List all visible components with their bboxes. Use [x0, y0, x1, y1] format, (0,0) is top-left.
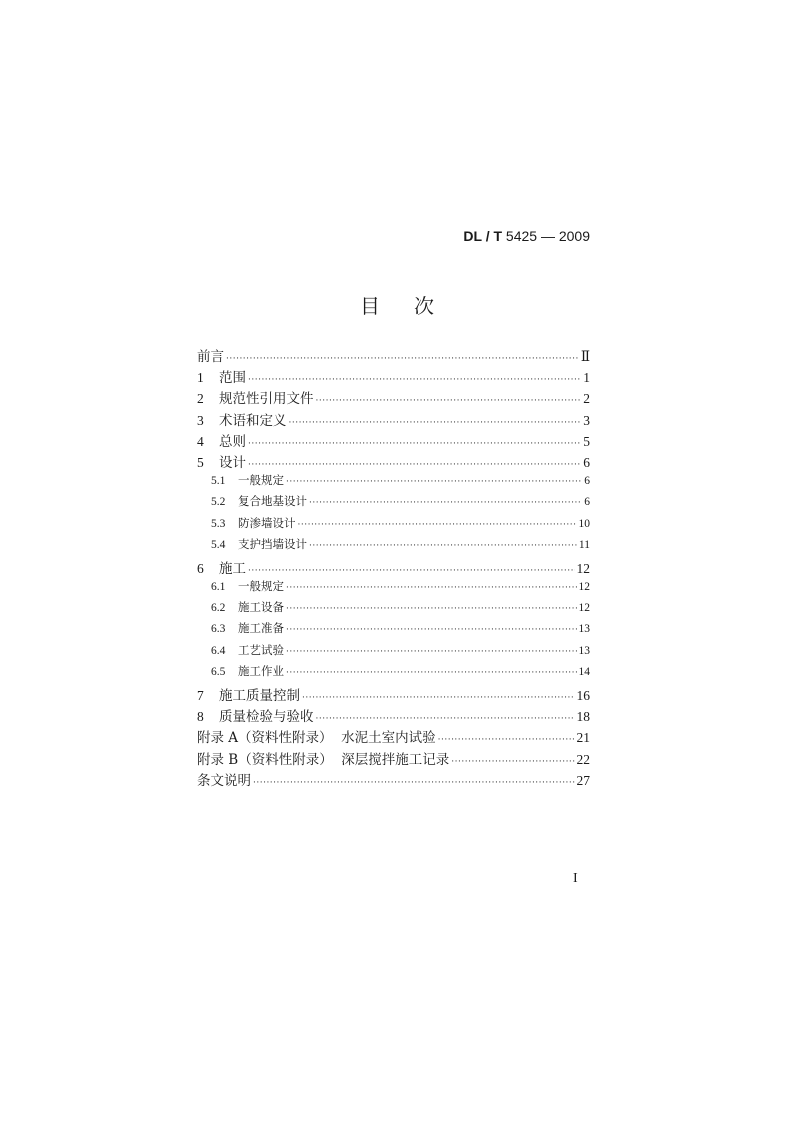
toc-entry-label: 总则	[219, 433, 246, 450]
toc-entry-number: 2	[197, 391, 204, 407]
toc-entry-page: 13	[578, 644, 590, 657]
toc-leader-dots	[248, 439, 581, 449]
toc-leader-dots	[248, 566, 575, 576]
toc-entry[interactable]	[197, 599, 590, 620]
toc-entry-page: 6	[584, 496, 590, 509]
toc-entry-label: 前言	[197, 349, 224, 365]
toc-leader-dots	[248, 460, 581, 470]
standard-number	[463, 228, 590, 244]
toc-entry[interactable]	[197, 620, 590, 641]
toc-entry[interactable]	[197, 493, 590, 514]
toc-entry[interactable]	[197, 642, 590, 663]
toc-entry-page: 10	[578, 517, 590, 530]
toc-entry-label: 附录 A（资料性附录） 水泥土室内试验	[197, 730, 436, 747]
toc-entry[interactable]	[197, 726, 590, 747]
toc-leader-dots	[226, 354, 579, 364]
toc-leader-dots	[286, 604, 577, 614]
toc-entry-page: 22	[576, 751, 590, 767]
toc-entry-label: 施工设备	[238, 600, 284, 615]
toc-entry-label: 防渗墙设计	[238, 515, 296, 530]
toc-leader-dots	[248, 375, 581, 385]
toc-entry[interactable]	[197, 769, 590, 790]
toc-entry-label: 一般规定	[238, 579, 284, 594]
toc-entry[interactable]	[197, 451, 590, 472]
toc-entry-label: 施工	[219, 560, 246, 577]
toc-entry-label: 范围	[219, 370, 246, 387]
toc-leader-dots	[302, 693, 575, 703]
toc-entry-page: 12	[578, 602, 590, 615]
standard-code: DL / T	[463, 228, 503, 244]
toc-entry-label: 质量检验与验收	[219, 709, 314, 726]
toc-entry-page: 13	[578, 623, 590, 636]
toc-entry[interactable]	[197, 430, 590, 451]
toc-leader-dots	[316, 396, 582, 406]
toc-entry[interactable]	[197, 409, 590, 430]
toc-entry-page: 1	[583, 370, 590, 386]
toc-entry-number: 5.1	[211, 475, 226, 488]
toc-entry[interactable]	[197, 684, 590, 705]
toc-entry-page: 27	[576, 772, 590, 788]
toc-entry-number: 1	[197, 370, 204, 386]
toc-leader-dots	[298, 520, 577, 530]
toc-entry-number: 3	[197, 412, 204, 428]
toc-entry-number: 5.3	[211, 517, 226, 530]
toc-entry[interactable]	[197, 663, 590, 684]
toc-leader-dots	[438, 735, 575, 745]
toc-leader-dots	[309, 498, 582, 508]
toc-entry[interactable]	[197, 472, 590, 493]
toc-entry-page: 3	[583, 412, 590, 428]
toc-entry-label: 设计	[219, 454, 246, 471]
toc-entry[interactable]	[197, 705, 590, 726]
toc-entry-page: 5	[583, 433, 590, 449]
toc-leader-dots	[286, 477, 582, 487]
toc-entry-number: 6.1	[211, 581, 226, 594]
toc-leader-dots	[316, 714, 575, 724]
toc-entry-label: 施工作业	[238, 663, 284, 678]
toc-leader-dots	[289, 418, 582, 428]
toc-entry-label: 施工准备	[238, 621, 284, 636]
toc-entry-label: 复合地基设计	[238, 494, 307, 509]
toc-leader-dots	[286, 668, 577, 678]
toc-entry-page: 2	[583, 391, 590, 407]
toc-entry[interactable]	[197, 748, 590, 769]
toc-entry[interactable]	[197, 387, 590, 408]
toc-leader-dots	[451, 757, 574, 767]
standard-year: 5425 — 2009	[505, 228, 590, 244]
toc-entry-number: 4	[197, 433, 204, 449]
toc-entry-number: 6.4	[211, 644, 226, 657]
toc-leader-dots	[286, 625, 577, 635]
toc-entry-page: 11	[578, 538, 590, 551]
page-number: I	[573, 871, 578, 886]
toc-entry-page: 6	[584, 475, 590, 488]
toc-leader-dots	[286, 647, 577, 657]
toc-entry-page: 12	[576, 560, 590, 576]
toc-entry-number: 6	[197, 560, 204, 576]
toc-entry-label: 附录 B（资料性附录） 深层搅拌施工记录	[197, 751, 450, 768]
toc-entry-number: 6.2	[211, 602, 226, 615]
toc-leader-dots	[309, 541, 577, 551]
toc-entry-page: 14	[578, 665, 590, 678]
toc-entry-number: 6.3	[211, 623, 226, 636]
toc-entry-number: 5.2	[211, 496, 226, 509]
toc-entry-label: 支护挡墙设计	[238, 536, 307, 551]
toc-entry[interactable]	[197, 578, 590, 599]
toc-entry-number: 6.5	[211, 665, 226, 678]
toc-entry-page: Ⅱ	[580, 349, 590, 364]
toc-leader-dots	[253, 778, 575, 788]
toc-entry-number: 8	[197, 709, 204, 725]
toc-entry[interactable]	[197, 557, 590, 578]
toc-entry[interactable]	[197, 345, 590, 366]
toc-entry-page: 21	[576, 730, 590, 746]
toc-entry-label: 施工质量控制	[219, 688, 300, 704]
toc-entry-page: 6	[583, 454, 590, 470]
toc-entry-number: 7	[197, 688, 204, 703]
page-title: 目次	[360, 294, 468, 318]
toc-entry-page: 18	[576, 709, 590, 725]
toc-entry-label: 条文说明	[197, 772, 251, 789]
toc-entry-label: 术语和定义	[219, 412, 287, 429]
toc-entry[interactable]	[197, 366, 590, 387]
toc-entry[interactable]	[197, 536, 590, 557]
toc-entry-label: 规范性引用文件	[219, 391, 314, 408]
toc-entry[interactable]	[197, 515, 590, 536]
toc-entry-page: 12	[578, 581, 590, 594]
toc-entry-number: 5	[197, 454, 204, 470]
toc-leader-dots	[286, 583, 577, 593]
toc-entry-number: 5.4	[211, 538, 226, 551]
toc-entry-page: 16	[576, 688, 590, 703]
table-of-contents	[197, 345, 590, 790]
toc-entry-label: 工艺试验	[238, 642, 284, 657]
toc-entry-label: 一般规定	[238, 473, 284, 488]
